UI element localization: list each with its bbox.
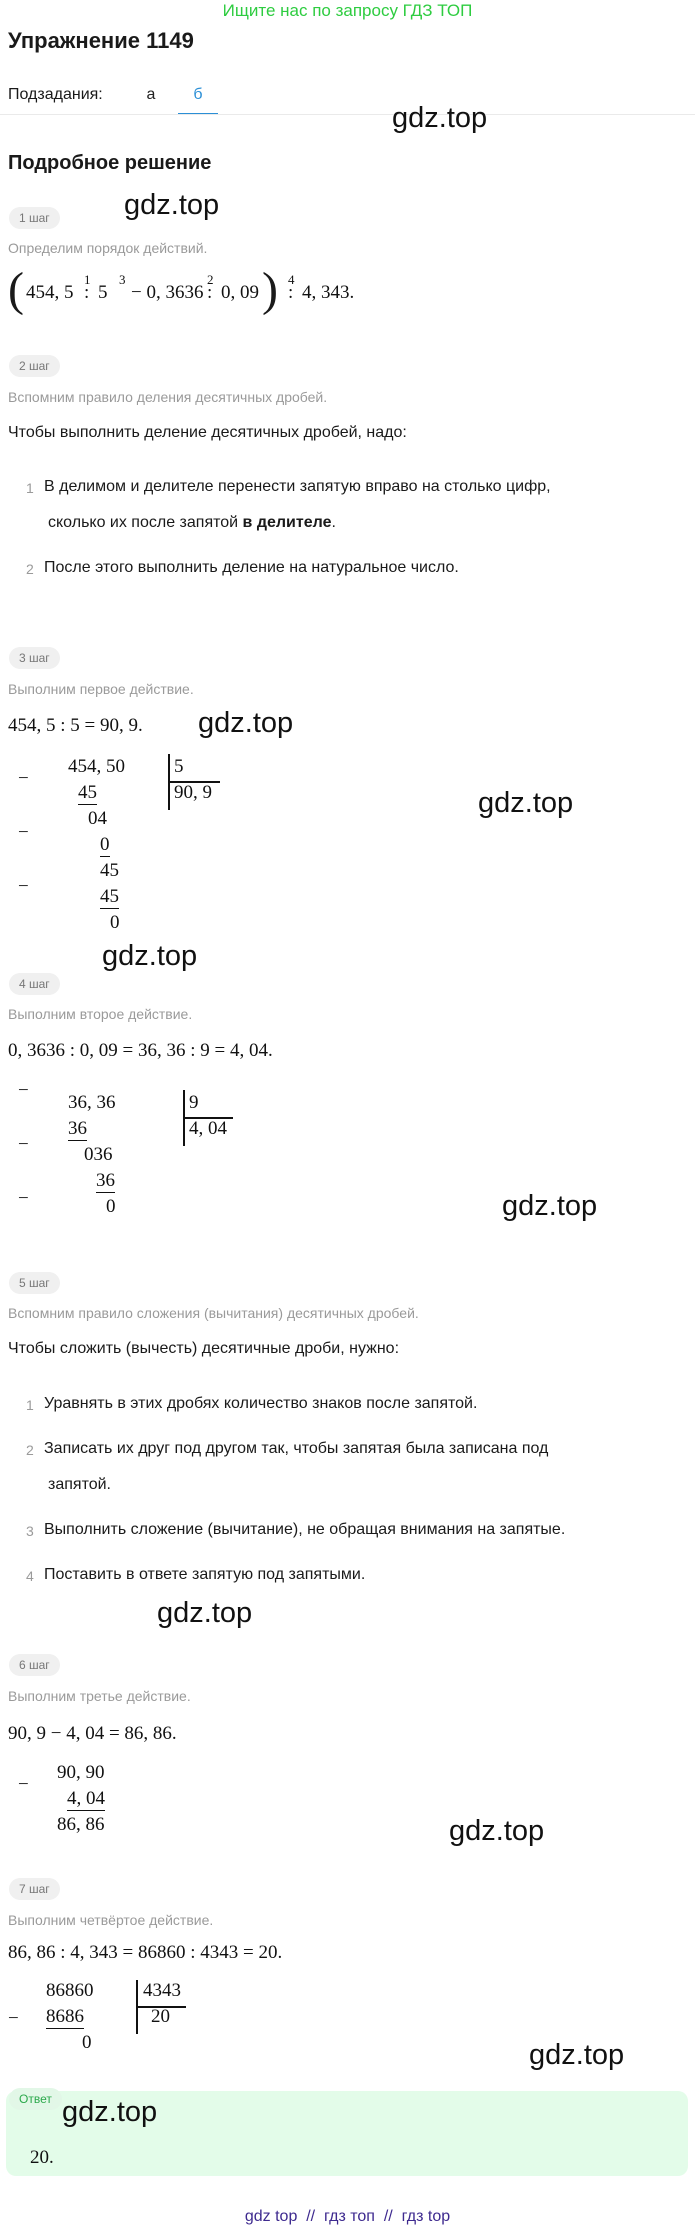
step-hint: Выполним третье действие. [8, 1688, 191, 1704]
subtrahend: 36 [96, 1170, 115, 1191]
answer-badge: Ответ [9, 2088, 62, 2110]
remainder: 036 [84, 1144, 113, 1165]
expr-term: 5 [98, 282, 108, 303]
order-number: 4 [288, 272, 295, 287]
list-item-continued: запятой. [48, 1476, 111, 1493]
subtrahend: 45 [78, 782, 97, 803]
step-hint: Выполним второе действие. [8, 1006, 193, 1022]
list-item: В делимом и делителе перенести запятую вправо на столько цифр, [44, 478, 551, 495]
tabs-divider [0, 114, 695, 115]
footer-separator: // [306, 2208, 316, 2225]
text-run: сколько их после запятой [48, 514, 243, 531]
tab-b[interactable]: б [178, 86, 218, 115]
equation: 86, 86 : 4, 343 = 86860 : 4343 = 20. [8, 1942, 283, 1963]
subtrahend: 8686 [46, 2006, 84, 2027]
footer-links [0, 2208, 695, 2226]
minus-sign: − [18, 1080, 29, 1101]
list-number: 3 [26, 1523, 34, 1539]
difference: 86, 86 [57, 1814, 105, 1835]
step-hint: Определим порядок действий. [8, 240, 208, 256]
remainder: 04 [88, 808, 107, 829]
dividend: 454, 50 [68, 756, 125, 777]
minuend: 90, 90 [57, 1762, 105, 1783]
quotient: 90, 9 [174, 782, 212, 803]
step-badge: 4 шаг [9, 973, 60, 995]
list-number: 4 [26, 1568, 34, 1584]
subtrahend: 0 [100, 834, 110, 855]
list-number: 1 [26, 480, 34, 496]
expr-term: 0, 09 [221, 282, 259, 303]
list-number: 2 [26, 1442, 34, 1458]
step-hint: Выполним первое действие. [8, 681, 194, 697]
section-title: Подробное решение [8, 152, 212, 174]
div-sign: : [288, 282, 294, 303]
list-item: Выполнить сложение (вычитание), не обращая внимания на запятые. [44, 1521, 566, 1538]
step-badge: 2 шаг [9, 355, 60, 377]
step-hint: Вспомним правило деления десятичных дробей. [8, 389, 328, 405]
column-subtraction [0, 1760, 200, 1840]
list-item: Записать их друг под другом так, чтобы запятая была записана под [44, 1440, 549, 1457]
answer-value: 20. [30, 2147, 54, 2168]
watermark: gdz.top [529, 2039, 625, 2071]
list-number: 2 [26, 561, 34, 577]
rule-intro: Чтобы сложить (вычесть) десятичные дроби, нужно: [8, 1340, 400, 1357]
divisor: 5 [174, 756, 184, 777]
search-banner[interactable]: Ищите нас по запросу ГДЗ ТОП [222, 1, 473, 20]
step-badge: 1 шаг [9, 207, 60, 229]
tab-a[interactable]: а [146, 86, 156, 103]
rule-intro: Чтобы выполнить деление десятичных дробей, надо: [8, 424, 407, 441]
list-item-continued [48, 514, 336, 532]
order-number: 1 [84, 272, 91, 287]
bold-text: в делителе [242, 514, 332, 531]
list-item: Поставить в ответе запятую под запятыми. [44, 1566, 366, 1583]
div-sign: : [207, 282, 213, 303]
dividend: 36, 36 [68, 1092, 116, 1113]
subtrahend: 45 [100, 886, 119, 907]
subtrahend: 4, 04 [67, 1788, 105, 1809]
footer-separator: // [383, 2208, 393, 2225]
minus-sign: − [8, 2008, 19, 2029]
watermark: gdz.top [157, 1597, 253, 1629]
equation: 0, 3636 : 0, 09 = 36, 36 : 9 = 4, 04. [8, 1040, 273, 1061]
remainder: 45 [100, 860, 119, 881]
divisor: 4343 [143, 1980, 181, 2001]
watermark: gdz.top [198, 707, 294, 739]
watermark: gdz.top [124, 189, 220, 221]
long-division [0, 1078, 300, 1228]
divisor: 9 [189, 1092, 199, 1113]
list-item: После этого выполнить деление на натуральное число. [44, 559, 459, 576]
watermark: gdz.top [102, 940, 198, 972]
minus-sign: − [18, 1134, 29, 1155]
quotient: 20 [151, 2006, 170, 2027]
equation: 454, 5 : 5 = 90, 9. [8, 715, 143, 736]
minus-sign: − [18, 822, 29, 843]
expr-term: 4, 343. [302, 282, 355, 303]
step-badge: 6 шаг [9, 1654, 60, 1676]
watermark: gdz.top [392, 102, 488, 134]
subtasks-label: Подзадания: [8, 86, 103, 103]
order-number: 3 [119, 272, 126, 287]
expr-term: 454, 5 [26, 282, 74, 303]
list-number: 1 [26, 1397, 34, 1413]
remainder: 0 [82, 2032, 92, 2053]
watermark: gdz.top [62, 2096, 158, 2128]
list-item: Уравнять в этих дробях количество знаков после запятой. [44, 1395, 478, 1412]
order-number: 2 [207, 272, 214, 287]
remainder: 0 [110, 912, 120, 933]
footer-link[interactable]: gdz top [244, 2208, 298, 2225]
quotient: 4, 04 [189, 1118, 227, 1139]
remainder: 0 [106, 1196, 116, 1217]
watermark: gdz.top [502, 1190, 598, 1222]
footer-link[interactable]: гдз топ [324, 2208, 375, 2225]
dividend: 86860 [46, 1980, 94, 2001]
div-sign: : [84, 282, 90, 303]
minus-sign: − [18, 1774, 29, 1795]
step-hint: Выполним четвёртое действие. [8, 1912, 214, 1928]
subtrahend: 36 [68, 1118, 87, 1139]
watermark: gdz.top [449, 1815, 545, 1847]
left-paren: ( [8, 263, 24, 316]
equation: 90, 9 − 4, 04 = 86, 86. [8, 1723, 177, 1744]
minus-sign: − [18, 876, 29, 897]
step-badge: 7 шаг [9, 1878, 60, 1900]
page-title: Упражнение 1149 [8, 28, 194, 53]
step-badge: 3 шаг [9, 647, 60, 669]
expr-term: − 0, 3636 [131, 282, 204, 303]
step-badge: 5 шаг [9, 1272, 60, 1294]
footer-link[interactable]: гдз top [401, 2208, 451, 2225]
text-run: . [331, 514, 336, 531]
watermark: gdz.top [478, 787, 574, 819]
long-division [0, 1978, 300, 2058]
right-paren: ) [262, 263, 278, 316]
long-division [0, 752, 300, 937]
minus-sign: − [18, 1188, 29, 1209]
minus-sign: − [18, 768, 29, 789]
step-hint: Вспомним правило сложения (вычитания) десятичных дробей. [8, 1305, 419, 1321]
